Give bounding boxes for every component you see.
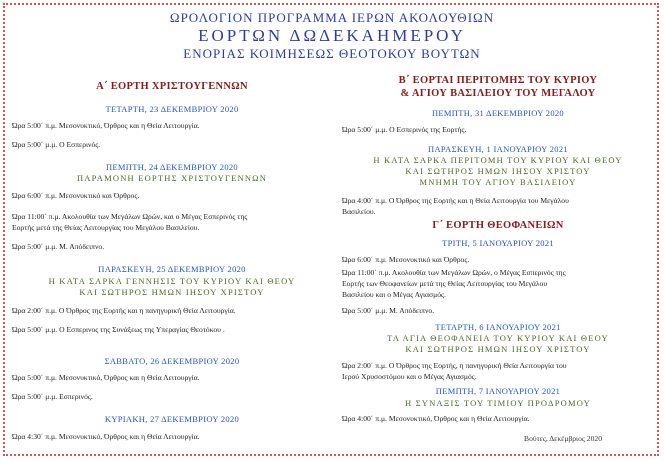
day-heading: ΠΕΜΠΤΗ, 31 ΔΕΚΕΜΒΡΙΟΥ 2020 [431,108,564,118]
day-heading: ΣΑΒΒΑΤΟ, 26 ΔΕΚΕΜΒΡΙΟΥ 2020 [104,356,240,366]
service-line: Ώρα 5:00΄ μ.μ. Εσπερινός. [12,392,93,401]
feast-title: ΤΑ ΑΓΙΑ ΘΕΟΦΑΝΕΙΑ ΤΟΥ ΚΥΡΙΟΥ ΚΑΙ ΘΕΟΥ [387,333,609,343]
header-line-3: ΕΝΟΡΙΑΣ ΚΟΙΜΗΣΕΩΣ ΘΕΟΤΟΚΟΥ ΒΟΥΤΩΝ [183,46,481,61]
day-heading: ΠΕΜΠΤΗ, 7 ΙΑΝΟΥΑΡΙΟΥ 2021 [435,386,561,396]
feast-title: Η ΚΑΤΑ ΣΑΡΚΑ ΓΕΝΝΗΣΙΣ ΤΟΥ ΚΥΡΙΟΥ ΚΑΙ ΘΕΟΥ [48,276,296,286]
day-heading: ΚΥΡΙΑΚΗ, 27 ΔΕΚΕΜΒΡΙΟΥ 2020 [104,414,240,424]
document-header [0,10,664,61]
feast-title: ΚΑΙ ΣΩΤΗΡΟΣ ΗΜΩΝ ΙΗΣΟΥ ΧΡΙΣΤΟΥ [79,287,265,297]
service-line: Ώρα 5:00΄ π.μ. Μεσονυκτικό, Όρθρος και η Θεία Λειτουργία. [12,373,200,382]
service-line: Ώρα 4:30΄ π.μ. Μεσονυκτικό, Όρθρος και η Θεία Λειτουργία. [12,432,200,441]
feast-title: ΠΑΡΑΜΟΝΗ ΕΟΡΤΗΣ ΧΡΙΣΤΟΥΓΕΝΝΩΝ [76,173,268,183]
footer-date: Βούτες, Δεκέμβριος 2020 [524,434,602,443]
day-heading: ΤΡΙΤΗ, 5 ΙΑΝΟΥΑΡΙΟΥ 2021 [442,238,554,248]
service-line: Βασιλείου και ο Μέγας Αγιασμός. [342,290,446,299]
service-line: Ώρα 5:00΄ μ.μ. Μ. Απόδειπνο. [12,242,105,251]
service-line: Ώρα 5:00΄ π.μ. Μεσονυκτικό, Όρθρος και η Θεία Λειτουργία. [12,121,200,130]
service-line: Ιερού Χρυσοστόμου και ο Μέγας Αγιασμός. [342,372,477,381]
day-heading: ΤΕΤΑΡΤΗ, 23 ΔΕΚΕΜΒΡΙΟΥ 2020 [105,104,239,114]
day-heading: ΠΕΜΠΤΗ, 24 ΔΕΚΕΜΒΡΙΟΥ 2020 [105,162,238,172]
day-heading: ΠΑΡΑΣΚΕΥΗ, 25 ΔΕΚΕΜΒΡΙΟΥ 2020 [98,264,246,274]
feast-title: Η ΚΑΤΑ ΣΑΡΚΑ ΠΕΡΙΤΟΜΗ ΤΟΥ ΚΥΡΙΟΥ ΚΑΙ ΘΕΟΥ [373,155,623,165]
service-line: Βασιλείου. [342,207,376,216]
feast-title: ΚΑΙ ΣΩΤΗΡΟΣ ΗΜΩΝ ΙΗΣΟΥ ΧΡΙΣΤΟΥ [405,166,591,176]
feast-title: ΚΑΙ ΣΩΤΗΡΟΣ ΗΜΩΝ ΙΗΣΟΥ ΧΡΙΣΤΟΥ [405,344,591,354]
day-heading: ΤΕΤΑΡΤΗ, 6 ΙΑΝΟΥΑΡΙΟΥ 2021 [435,322,561,332]
service-line: Ώρα 11:00΄ π.μ. Ακολουθία των Μεγάλων Ωρών, ο Μέγας Εσπερινός της [342,268,566,277]
service-line: Ώρα 6:00΄ π.μ. Μεσονυκτικό και Όρθρος. [12,191,140,200]
service-line: Ώρα 5:00΄ μ.μ. Ο Εσπερινός. [12,140,101,149]
section-title-circumcision: Β΄ ΕΟΡΤΑΙ ΠΕΡΙΤΟΜΗΣ ΤΟΥ ΚΥΡΙΟΥ [398,75,598,86]
service-line: Ώρα 4:00΄ π.μ. Ο Όρθρος της Εορτής και η Θεία Λειτουργία του Μεγάλου [342,196,569,205]
service-line: Ώρα 4:00΄ π.μ. Μεσονυκτικό, Όρθρος και η Θεία Λειτουργία. [342,414,530,423]
day-heading: ΠΑΡΑΣΚΕΥΗ, 1 ΙΑΝΟΥΑΡΙΟΥ 2021 [428,144,568,154]
service-line: Ώρα 5:00΄ μ.μ. Ο Εσπερινος της Συνάξεως της Υπεραγίας Θεοτόκου . [12,325,225,334]
section-title-christmas: Α΄ ΕΟΡΤΗ ΧΡΙΣΤΟΥΓΕΝΝΩΝ [96,81,248,92]
feast-title: Η ΣΥΝΑΞΙΣ ΤΟΥ ΤΙΜΙΟΥ ΠΡΟΔΡΟΜΟΥ [405,398,591,408]
service-line: Εορτής μετά της Θείας Λειτουργίας του Μεγάλου Βασιλείου. [12,223,200,232]
section-title-circumcision: & ΑΓΙΟΥ ΒΑΣΙΛΕΙΟΥ ΤΟΥ ΜΕΓΑΛΟΥ [400,88,596,99]
header-line-2: ΕΟΡΤΩΝ ΔΩΔΕΚΑΗΜΕΡΟΥ [198,26,466,45]
service-line: Ώρα 5:00΄ μ.μ. Ο Εσπερινός της Εορτής. [342,125,467,134]
feast-title: ΜΝΗΜΗ ΤΟΥ ΑΓΙΟΥ ΒΑΣΙΛΕΙΟΥ [419,177,577,187]
service-line: Ώρα 5:00΄ μ.μ. Μ. Απόδειπνο. [342,306,435,315]
service-line: Ώρα 2:00΄ π.μ. Ο Όρθρος της Εορτής και η πανηγυρική Θεία Λειτουργία. [12,306,236,315]
section-title-theophany: Γ΄ ΕΟΡΤΗ ΘΕΟΦΑΝΕΙΩΝ [432,220,564,231]
service-line: Ώρα 6:00΄ π.μ. Μεσονυκτικό και Όρθρος. [342,255,470,264]
service-line: Ώρα 2:00΄ π.μ. Ο Όρθρος της Εορτής, η πανηγυρική Θεία Λειτουργία του [342,361,567,370]
service-line: Εορτής των Θεοφανείων μετά της Θείας Λειτουργίας του Μεγάλου [342,279,548,288]
service-line: Ώρα 11:00΄ π.μ. Ακολουθία των Μεγάλων Ωρών, και ο Μέγας Εσπερινός της [12,212,248,221]
header-line-1: ΩΡΟΛΟΓΙΟΝ ΠΡΟΓΡΑΜΜΑ ΙΕΡΩΝ ΑΚΟΛΟΥΘΙΩΝ [169,10,495,25]
